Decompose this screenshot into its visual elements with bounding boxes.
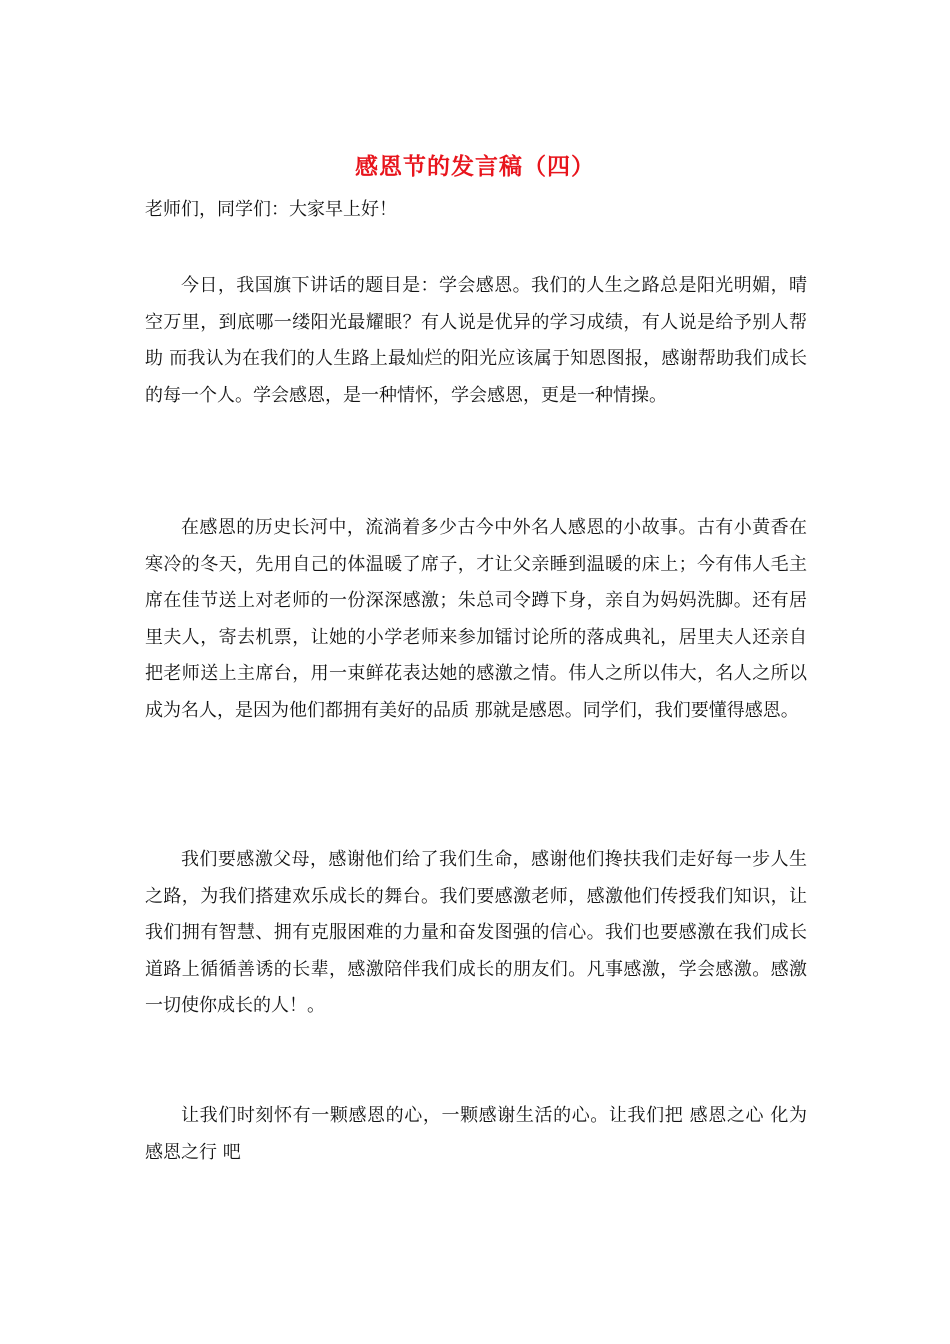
document-title: 感恩节的发言稿（四） [355, 153, 595, 180]
paragraph-2: 在感恩的历史长河中，流淌着多少古今中外名人感恩的小故事。古有小黄香在寒冷的冬天，先用自己的体温暖了席子，才让父亲睡到温暖的床上；今有伟人毛主席在佳节送上对老师的一份深深感激；朱总司令蹲下身，亲自为妈妈洗脚。还有居里夫人，寄去机票，让她的小学老师来参加镭讨论所的落成典礼，居里夫人还亲自把老师送上主席台，用一束鲜花表达她的感激之情。伟人之所以伟大，名人之所以成为名人，是因为他们都拥有美好的品质 那就是感恩。同学们，我们要懂得感恩。 [145, 517, 807, 721]
greeting-line: 老师们，同学们：大家早上好！ [145, 199, 397, 220]
paragraph-1: 今日，我国旗下讲话的题目是：学会感恩。我们的人生之路总是阳光明媚，晴空万里，到底哪一缕阳光最耀眼？有人说是优异的学习成绩，有人说是给予别人帮助 而我认为在我们的人生路上最灿烂的阳光应该属于知恩图报，感谢帮助我们成长的每一个人。学会感恩，是一种情怀，学会感恩，更是一种情操。 [145, 275, 807, 406]
paragraph-4: 让我们时刻怀有一颗感恩的心，一颗感谢生活的心。让我们把 感恩之心 化为 感恩之行 吧 [145, 1105, 807, 1163]
paragraph-3: 我们要感激父母，感谢他们给了我们生命，感谢他们搀扶我们走好每一步人生之路，为我们搭建欢乐成长的舞台。我们要感激老师，感激他们传授我们知识，让我们拥有智慧、拥有克服困难的力量和奋发图强的信心。我们也要感激在我们成长道路上循循善诱的长辈，感激陪伴我们成长的朋友们。凡事感激，学会感激。感激一切使你成长的人！。 [145, 849, 807, 1016]
